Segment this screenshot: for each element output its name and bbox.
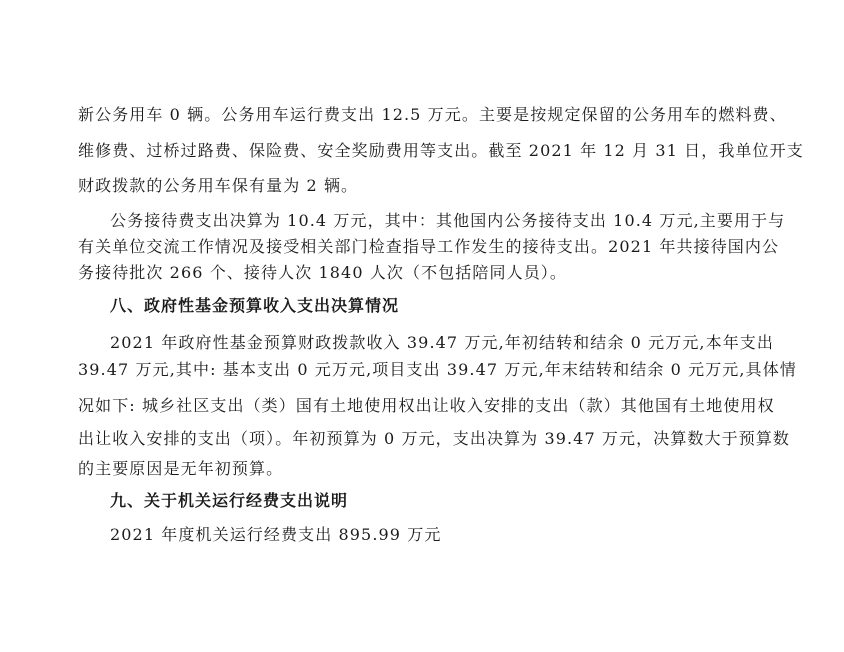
section-heading-9: 九、关于机关运行经费支出说明 xyxy=(110,491,349,510)
paragraph-reception-line-2: 有关单位交流工作情况及接受相关部门检查指导工作发生的接待支出。2021 年共接待国内公 xyxy=(78,237,780,256)
paragraph-reception-line-1: 公务接待费支出决算为 10.4 万元，其中：其他国内公务接待支出 10.4 万元,主要用于与 xyxy=(110,211,786,230)
section-heading-8: 八、政府性基金预算收入支出决算情况 xyxy=(110,296,400,315)
paragraph-vehicle-line-2: 维修费、过桥过路费、保险费、安全奖励费用等支出。截至 2021 年 12 月 31 日，我单位开支 xyxy=(78,141,804,160)
paragraph-fund-line-1: 2021 年政府性基金预算财政拨款收入 39.47 万元,年初结转和结余 0 元万元,本年支出 xyxy=(110,333,775,352)
paragraph-reception-line-3: 务接待批次 266 个、接待人次 1840 人次（不包括陪同人员）。 xyxy=(78,263,568,282)
paragraph-fund-line-2: 39.47 万元,其中: 基本支出 0 元万元,项目支出 39.47 万元,年末结转和结余 0 元万元,具体情 xyxy=(78,360,797,379)
paragraph-vehicle-line-3: 财政拨款的公务用车保有量为 2 辆。 xyxy=(78,176,359,195)
paragraph-fund-line-3: 况如下: 城乡社区支出（类）国有土地使用权出让收入安排的支出（款）其他国有土地使用权 xyxy=(78,396,775,415)
paragraph-operating-line-1: 2021 年度机关运行经费支出 895.99 万元 xyxy=(110,525,442,544)
paragraph-vehicle-line-1: 新公务用车 0 辆。公务用车运行费支出 12.5 万元。主要是按规定保留的公务用车的燃料费、 xyxy=(78,105,787,124)
paragraph-fund-line-5: 的主要原因是无年初预算。 xyxy=(78,459,284,478)
paragraph-fund-line-4: 出让收入安排的支出（项）。年初预算为 0 万元，支出决算为 39.47 万元，决算数大于预算数 xyxy=(78,429,791,448)
